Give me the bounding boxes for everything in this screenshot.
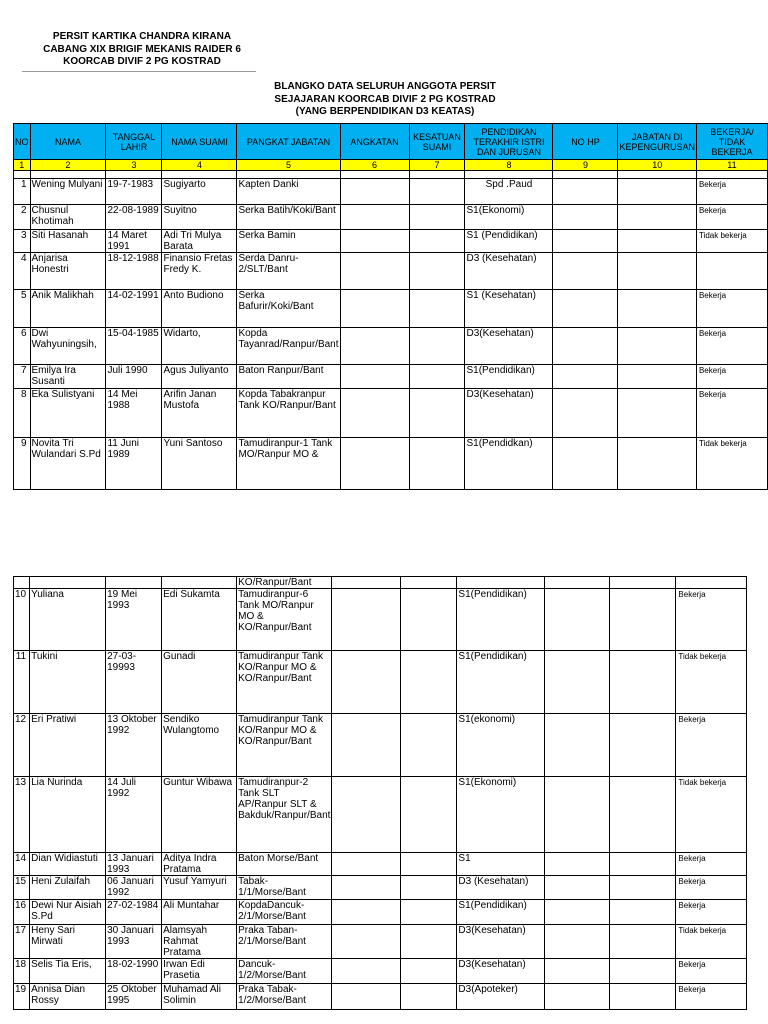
col-header-kesatuan-suami: KESATUAN SUAMI bbox=[409, 124, 465, 160]
row-number: 1 bbox=[14, 179, 31, 205]
rank-position: KopdaDancuk-2/1/Morse/Bant bbox=[237, 900, 332, 925]
table-row bbox=[14, 959, 747, 984]
table-row bbox=[14, 179, 768, 205]
husband-name: Finansio Fretas Fredy K. bbox=[162, 253, 237, 290]
column-number-row bbox=[14, 160, 768, 171]
education: S1(ekonomi) bbox=[457, 714, 545, 777]
education: S1 bbox=[457, 853, 545, 876]
angkatan-cell bbox=[340, 179, 409, 205]
member-name: Selis Tia Eris, bbox=[30, 959, 106, 984]
row-number: 5 bbox=[14, 290, 31, 328]
employment-status: Tidak bekerja bbox=[676, 925, 747, 959]
employment-status: Bekerja bbox=[676, 984, 747, 1010]
management-position-cell bbox=[618, 179, 697, 205]
member-name: Dewi Nur Aisiah S.Pd bbox=[30, 900, 106, 925]
management-position-cell bbox=[610, 959, 676, 984]
husband-name: Guntur Wibawa bbox=[162, 777, 237, 853]
education: S1(Pendidikan) bbox=[457, 651, 545, 714]
table-row bbox=[14, 714, 747, 777]
kesatuan-cell bbox=[409, 230, 465, 253]
rank-position: Serka Bafurir/Koki/Bant bbox=[237, 290, 340, 328]
member-name: Yuliana bbox=[30, 589, 106, 651]
col-number: 9 bbox=[553, 160, 618, 171]
rank-position: Kopda Tabakranpur Tank KO/Ranpur/Bant bbox=[237, 389, 340, 438]
phone-cell bbox=[545, 925, 610, 959]
row-number: 12 bbox=[14, 714, 30, 777]
phone-cell bbox=[553, 179, 618, 205]
employment-status bbox=[696, 253, 767, 290]
husband-name: Yuni Santoso bbox=[162, 438, 237, 490]
kesatuan-cell bbox=[401, 714, 457, 777]
angkatan-cell bbox=[332, 651, 401, 714]
member-name: Siti Hasanah bbox=[30, 230, 106, 253]
management-position-cell bbox=[618, 253, 697, 290]
col-header-nama-suami: NAMA SUAMI bbox=[162, 124, 237, 160]
rank-position: Baton Ranpur/Bant bbox=[237, 365, 340, 389]
management-position-cell bbox=[618, 365, 697, 389]
angkatan-cell bbox=[332, 589, 401, 651]
org-line-2: CABANG XIX BRIGIF MEKANIS RAIDER 6 bbox=[43, 43, 241, 55]
rank-position: Serda Danru-2/SLT/Bant bbox=[237, 253, 340, 290]
kesatuan-cell bbox=[401, 777, 457, 853]
phone-cell bbox=[545, 900, 610, 925]
row-number: 3 bbox=[14, 230, 31, 253]
angkatan-cell bbox=[340, 253, 409, 290]
rank-position: Tamudiranpur-2 Tank SLT AP/Ranpur SLT & Bakduk/Ranpur/Bant bbox=[237, 777, 332, 853]
phone-cell bbox=[553, 365, 618, 389]
management-position-cell bbox=[610, 651, 676, 714]
member-name: Novita Tri Wulandari S.Pd bbox=[30, 438, 106, 490]
member-name: Anjarisa Honestri bbox=[30, 253, 106, 290]
kesatuan-cell bbox=[409, 290, 465, 328]
row-number: 15 bbox=[14, 876, 30, 900]
husband-name: Agus Juliyanto bbox=[162, 365, 237, 389]
phone-cell bbox=[553, 389, 618, 438]
row-number: 7 bbox=[14, 365, 31, 389]
management-position-cell bbox=[618, 438, 697, 490]
member-name: Eri Pratiwi bbox=[30, 714, 106, 777]
angkatan-cell bbox=[340, 205, 409, 230]
kesatuan-cell bbox=[401, 900, 457, 925]
member-name: Anik Malikhah bbox=[30, 290, 106, 328]
member-name: Lia Nurinda bbox=[30, 777, 106, 853]
management-position-cell bbox=[610, 984, 676, 1010]
husband-name: Sendiko Wulangtomo bbox=[162, 714, 237, 777]
rank-position: Praka Taban-2/1/Morse/Bant bbox=[237, 925, 332, 959]
member-name: Chusnul Khotimah bbox=[30, 205, 106, 230]
education: D3 (Kesehatan) bbox=[465, 253, 553, 290]
phone-cell bbox=[545, 853, 610, 876]
kesatuan-cell bbox=[409, 205, 465, 230]
management-position-cell bbox=[610, 714, 676, 777]
angkatan-cell bbox=[332, 853, 401, 876]
col-number: 8 bbox=[465, 160, 553, 171]
rank-position: Tamudiranpur Tank KO/Ranpur MO & KO/Ranpur/Bant bbox=[237, 651, 332, 714]
employment-status: Bekerja bbox=[676, 959, 747, 984]
col-number: 2 bbox=[30, 160, 106, 171]
angkatan-cell bbox=[332, 959, 401, 984]
employment-status: Bekerja bbox=[696, 365, 767, 389]
husband-name: Edi Sukamta bbox=[162, 589, 237, 651]
row-number: 17 bbox=[14, 925, 30, 959]
education: S1(Pendidikan) bbox=[457, 900, 545, 925]
phone-cell bbox=[545, 959, 610, 984]
angkatan-cell bbox=[332, 900, 401, 925]
education: Spd .Paud bbox=[465, 179, 553, 205]
rank-position: Tamudiranpur-6 Tank MO/Ranpur MO & KO/Ranpur/Bant bbox=[237, 589, 332, 651]
rank-position: Tabak-1/1/Morse/Bant bbox=[237, 876, 332, 900]
row-number: 16 bbox=[14, 900, 30, 925]
angkatan-cell bbox=[332, 925, 401, 959]
birth-date: 27-03-19993 bbox=[106, 651, 162, 714]
husband-name: Aditya Indra Pratama bbox=[162, 853, 237, 876]
phone-cell bbox=[553, 253, 618, 290]
table-row bbox=[14, 389, 768, 438]
col-number: 3 bbox=[106, 160, 162, 171]
phone-cell bbox=[553, 205, 618, 230]
angkatan-cell bbox=[332, 876, 401, 900]
continuation-text: KO/Ranpur/Bant bbox=[237, 577, 332, 589]
document-title bbox=[220, 81, 550, 119]
table-row bbox=[14, 925, 747, 959]
angkatan-cell bbox=[340, 365, 409, 389]
birth-date: 22-08-1989 bbox=[106, 205, 162, 230]
rank-position: Serka Batih/Koki/Bant bbox=[237, 205, 340, 230]
education: S1(Pendidikan) bbox=[457, 589, 545, 651]
table-row bbox=[14, 589, 747, 651]
col-number: 6 bbox=[340, 160, 409, 171]
birth-date: 19-7-1983 bbox=[106, 179, 162, 205]
education: D3(Kesehatan) bbox=[465, 389, 553, 438]
row-number: 6 bbox=[14, 328, 31, 365]
employment-status: Bekerja bbox=[676, 589, 747, 651]
birth-date: 13 Januari 1993 bbox=[106, 853, 162, 876]
employment-status: Tidak bekerja bbox=[696, 230, 767, 253]
birth-date: 11 Juni 1989 bbox=[106, 438, 162, 490]
organization-header bbox=[22, 31, 262, 69]
table-row bbox=[14, 365, 768, 389]
col-header-nama: NAMA bbox=[30, 124, 106, 160]
husband-name: Widarto, bbox=[162, 328, 237, 365]
member-name: Dian Widiastuti bbox=[30, 853, 106, 876]
row-number: 2 bbox=[14, 205, 31, 230]
birth-date: 15-04-1985 bbox=[106, 328, 162, 365]
education: S1(Pendidikan) bbox=[465, 365, 553, 389]
rank-position: Dancuk-1/2/Morse/Bant bbox=[237, 959, 332, 984]
management-position-cell bbox=[618, 205, 697, 230]
education: D3(Kesehatan) bbox=[457, 959, 545, 984]
management-position-cell bbox=[610, 777, 676, 853]
col-number: 5 bbox=[237, 160, 340, 171]
col-header-pangkat-jabatan: PANGKAT JABATAN bbox=[237, 124, 340, 160]
husband-name: Sugiyarto bbox=[162, 179, 237, 205]
rank-position: Praka Tabak-1/2/Morse/Bant bbox=[237, 984, 332, 1010]
row-number: 10 bbox=[14, 589, 30, 651]
birth-date: 14-02-1991 bbox=[106, 290, 162, 328]
phone-cell bbox=[545, 876, 610, 900]
employment-status: Bekerja bbox=[676, 853, 747, 876]
title-line-2: SEJAJARAN KOORCAB DIVIF 2 PG KOSTRAD bbox=[274, 93, 496, 105]
title-line-3: (YANG BERPENDIDIKAN D3 KEATAS) bbox=[295, 106, 475, 117]
kesatuan-cell bbox=[401, 853, 457, 876]
birth-date: 18-12-1988 bbox=[106, 253, 162, 290]
member-name: Eka Sulistyani bbox=[30, 389, 106, 438]
birth-date: 25 Oktober 1995 bbox=[106, 984, 162, 1010]
husband-name: Irwan Edi Prasetia bbox=[162, 959, 237, 984]
employment-status: Bekerja bbox=[696, 179, 767, 205]
management-position-cell bbox=[610, 589, 676, 651]
member-table-page-2 bbox=[13, 576, 747, 1010]
husband-name: Arifin Janan Mustofa bbox=[162, 389, 237, 438]
kesatuan-cell bbox=[409, 438, 465, 490]
row-number: 8 bbox=[14, 389, 31, 438]
angkatan-cell bbox=[340, 328, 409, 365]
table-row bbox=[14, 205, 768, 230]
education: D3 (Kesehatan) bbox=[457, 876, 545, 900]
birth-date: 14 Maret 1991 bbox=[106, 230, 162, 253]
kesatuan-cell bbox=[401, 984, 457, 1010]
col-header-pendidikan: PENDIDIKAN TERAKHIR ISTRI DAN JURUSAN bbox=[465, 124, 553, 160]
birth-date: Juli 1990 bbox=[106, 365, 162, 389]
col-header-no: NO bbox=[14, 124, 31, 160]
continuation-row bbox=[14, 577, 747, 589]
management-position-cell bbox=[618, 230, 697, 253]
phone-cell bbox=[545, 777, 610, 853]
education: S1 (Pendidikan) bbox=[465, 230, 553, 253]
husband-name: Adi Tri Mulya Barata bbox=[162, 230, 237, 253]
org-line-3: KOORCAB DIVIF 2 PG KOSTRAD bbox=[63, 56, 221, 67]
angkatan-cell bbox=[340, 438, 409, 490]
kesatuan-cell bbox=[409, 389, 465, 438]
rank-position: Tamudiranpur-1 Tank MO/Ranpur MO & bbox=[237, 438, 340, 490]
management-position-cell bbox=[618, 389, 697, 438]
table-row bbox=[14, 984, 747, 1010]
employment-status: Bekerja bbox=[676, 876, 747, 900]
education: D3(Apoteker) bbox=[457, 984, 545, 1010]
kesatuan-cell bbox=[401, 959, 457, 984]
angkatan-cell bbox=[332, 777, 401, 853]
row-number: 9 bbox=[14, 438, 31, 490]
col-header-bekerja: BEKERJA/ TIDAK BEKERJA bbox=[696, 124, 767, 160]
husband-name: Alamsyah Rahmat Pratama bbox=[162, 925, 237, 959]
employment-status: Bekerja bbox=[696, 389, 767, 438]
kesatuan-cell bbox=[401, 651, 457, 714]
phone-cell bbox=[545, 984, 610, 1010]
employment-status: Bekerja bbox=[696, 290, 767, 328]
kesatuan-cell bbox=[401, 589, 457, 651]
birth-date: 18-02-1990 bbox=[106, 959, 162, 984]
birth-date: 30 Januari 1993 bbox=[106, 925, 162, 959]
management-position-cell bbox=[610, 925, 676, 959]
angkatan-cell bbox=[332, 984, 401, 1010]
col-number: 10 bbox=[618, 160, 697, 171]
birth-date: 14 Mei 1988 bbox=[106, 389, 162, 438]
member-name: Tukini bbox=[30, 651, 106, 714]
row-number: 4 bbox=[14, 253, 31, 290]
angkatan-cell bbox=[340, 290, 409, 328]
row-number: 18 bbox=[14, 959, 30, 984]
angkatan-cell bbox=[340, 230, 409, 253]
husband-name: Anto Budiono bbox=[162, 290, 237, 328]
phone-cell bbox=[553, 328, 618, 365]
col-number: 4 bbox=[162, 160, 237, 171]
employment-status: Bekerja bbox=[676, 900, 747, 925]
table-row bbox=[14, 651, 747, 714]
member-name: Wening Mulyani bbox=[30, 179, 106, 205]
table-row bbox=[14, 438, 768, 490]
table-header-row bbox=[14, 124, 768, 160]
header-divider bbox=[22, 71, 256, 72]
husband-name: Yusuf Yamyuri bbox=[162, 876, 237, 900]
member-table-page-1 bbox=[13, 123, 768, 490]
husband-name: Muhamad Ali Solimin bbox=[162, 984, 237, 1010]
kesatuan-cell bbox=[409, 253, 465, 290]
management-position-cell bbox=[610, 876, 676, 900]
employment-status: Bekerja bbox=[676, 714, 747, 777]
table-row bbox=[14, 853, 747, 876]
birth-date: 19 Mei 1993 bbox=[106, 589, 162, 651]
phone-cell bbox=[553, 438, 618, 490]
rank-position: Kapten Danki bbox=[237, 179, 340, 205]
kesatuan-cell bbox=[409, 365, 465, 389]
education: S1(Ekonomi) bbox=[465, 205, 553, 230]
phone-cell bbox=[545, 651, 610, 714]
phone-cell bbox=[553, 230, 618, 253]
birth-date: 13 Oktober 1992 bbox=[106, 714, 162, 777]
employment-status: Bekerja bbox=[696, 205, 767, 230]
spacer-row bbox=[14, 171, 768, 179]
education: D3(Kesehatan) bbox=[457, 925, 545, 959]
member-name: Annisa Dian Rossy bbox=[30, 984, 106, 1010]
employment-status: Bekerja bbox=[696, 328, 767, 365]
education: S1 (Kesehatan) bbox=[465, 290, 553, 328]
employment-status: Tidak bekerja bbox=[696, 438, 767, 490]
kesatuan-cell bbox=[409, 179, 465, 205]
member-name: Dwi Wahyuningsih, bbox=[30, 328, 106, 365]
table-row bbox=[14, 253, 768, 290]
birth-date: 06 Januari 1992 bbox=[106, 876, 162, 900]
employment-status: Tidak bekerja bbox=[676, 651, 747, 714]
table-row bbox=[14, 230, 768, 253]
management-position-cell bbox=[610, 900, 676, 925]
education: S1(Pendidkan) bbox=[465, 438, 553, 490]
husband-name: Gunadi bbox=[162, 651, 237, 714]
kesatuan-cell bbox=[409, 328, 465, 365]
col-header-tanggal-lahir: TANGGAL LAHIR bbox=[106, 124, 162, 160]
title-line-1: BLANGKO DATA SELURUH ANGGOTA PERSIT bbox=[274, 81, 496, 92]
husband-name: Suyitno bbox=[162, 205, 237, 230]
phone-cell bbox=[553, 290, 618, 328]
member-name: Emilya Ira Susanti bbox=[30, 365, 106, 389]
row-number: 11 bbox=[14, 651, 30, 714]
col-number: 7 bbox=[409, 160, 465, 171]
row-number: 19 bbox=[14, 984, 30, 1010]
col-header-jabatan-kepengurusan: JABATAN DI KEPENGURUSAN bbox=[618, 124, 697, 160]
col-header-no-hp: NO HP bbox=[553, 124, 618, 160]
rank-position: Baton Morse/Bant bbox=[237, 853, 332, 876]
education: D3(Kesehatan) bbox=[465, 328, 553, 365]
angkatan-cell bbox=[332, 714, 401, 777]
husband-name: Ali Muntahar bbox=[162, 900, 237, 925]
kesatuan-cell bbox=[401, 925, 457, 959]
rank-position: Serka Bamin bbox=[237, 230, 340, 253]
management-position-cell bbox=[618, 290, 697, 328]
member-name: Heny Sari Mirwati bbox=[30, 925, 106, 959]
table-row bbox=[14, 328, 768, 365]
col-number: 1 bbox=[14, 160, 31, 171]
col-number: 11 bbox=[696, 160, 767, 171]
org-line-1: PERSIT KARTIKA CHANDRA KIRANA bbox=[52, 31, 232, 42]
phone-cell bbox=[545, 589, 610, 651]
member-name: Heni Zulaifah bbox=[30, 876, 106, 900]
row-number: 14 bbox=[14, 853, 30, 876]
employment-status: Tidak bekerja bbox=[676, 777, 747, 853]
table-row bbox=[14, 290, 768, 328]
rank-position: Kopda Tayanrad/Ranpur/Bant bbox=[237, 328, 340, 365]
col-header-angkatan: ANGKATAN bbox=[340, 124, 409, 160]
table-row bbox=[14, 777, 747, 853]
table-row bbox=[14, 900, 747, 925]
management-position-cell bbox=[618, 328, 697, 365]
management-position-cell bbox=[610, 853, 676, 876]
kesatuan-cell bbox=[401, 876, 457, 900]
education: S1(Ekonomi) bbox=[457, 777, 545, 853]
table-row bbox=[14, 876, 747, 900]
rank-position: Tamudiranpur Tank KO/Ranpur MO & KO/Ranpur/Bant bbox=[237, 714, 332, 777]
row-number: 13 bbox=[14, 777, 30, 853]
birth-date: 27-02-1984 bbox=[106, 900, 162, 925]
phone-cell bbox=[545, 714, 610, 777]
birth-date: 14 Juli 1992 bbox=[106, 777, 162, 853]
angkatan-cell bbox=[340, 389, 409, 438]
